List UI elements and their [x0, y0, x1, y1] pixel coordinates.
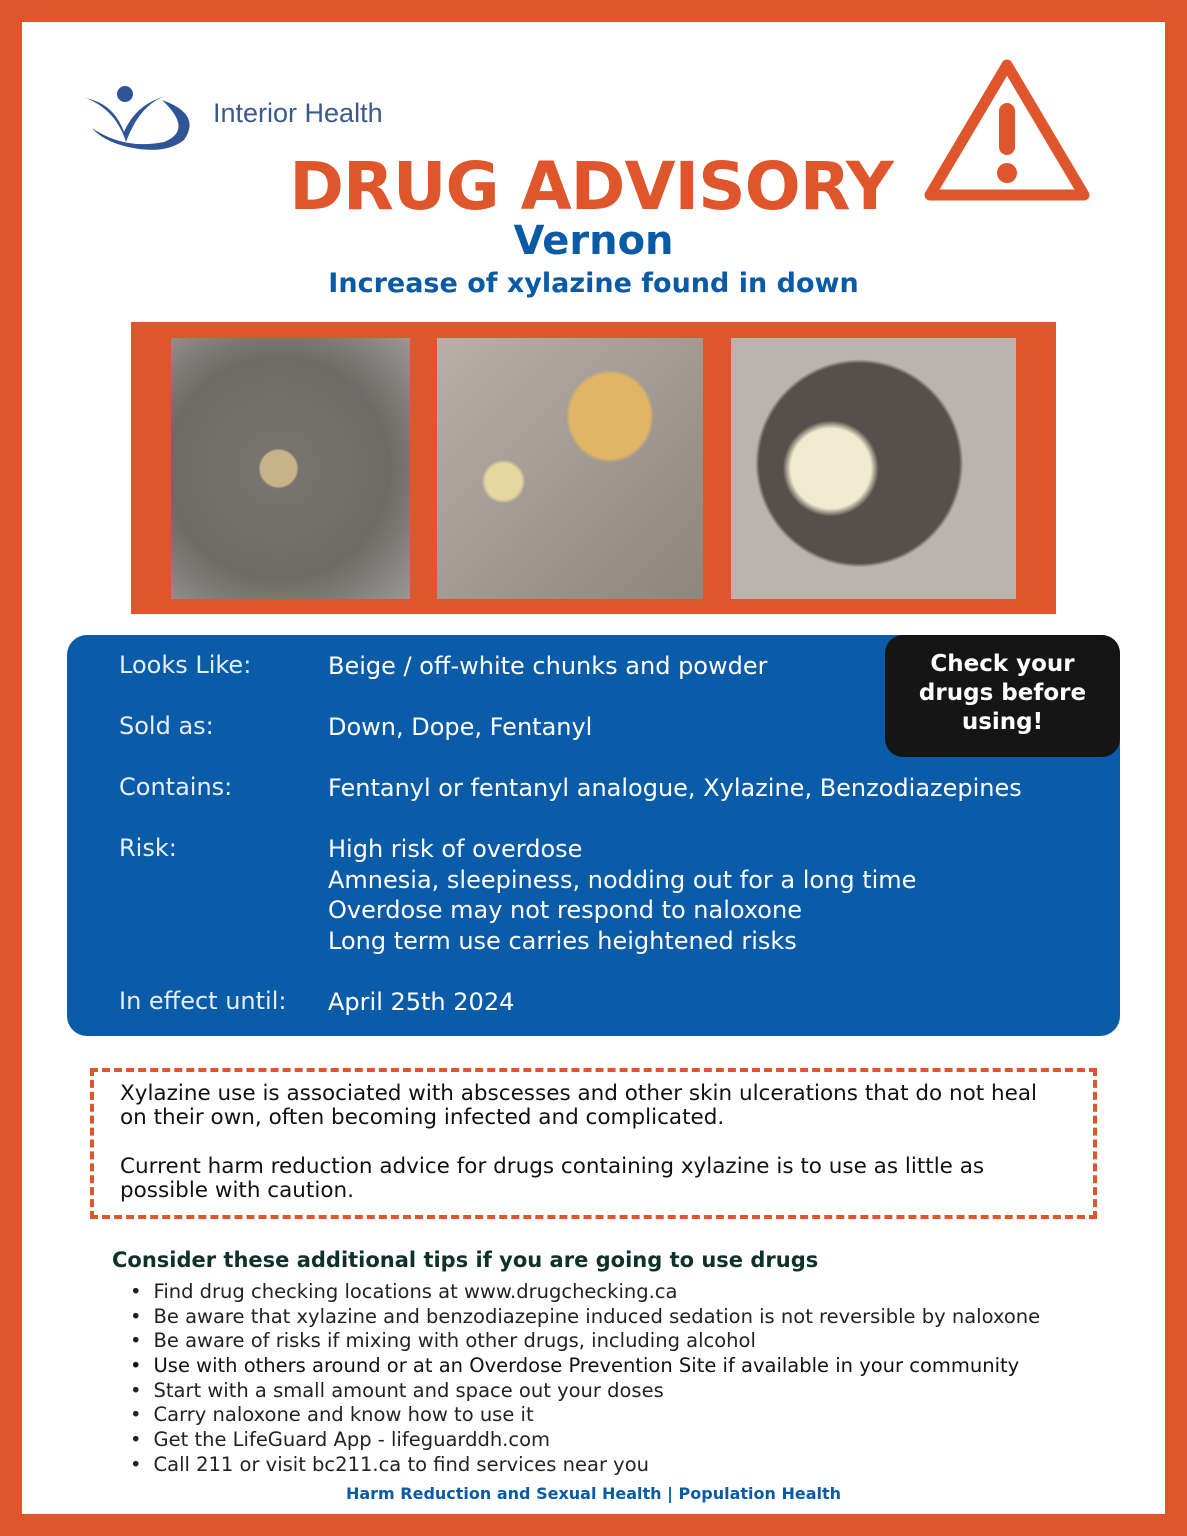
risk-line: Long term use carries heightened risks	[328, 926, 797, 955]
detail-label: Contains:	[119, 773, 233, 801]
tip-item: • Start with a small amount and space out your doses	[130, 1379, 1040, 1404]
detail-value: April 25th 2024	[328, 988, 515, 1016]
tip-item: • Get the LifeGuard App - lifeguarddh.com	[130, 1428, 1040, 1453]
badge-line: using!	[961, 709, 1044, 735]
tips-heading: Consider these additional tips if you are going to use drugs	[112, 1248, 819, 1272]
advisory-title: DRUG ADVISORY	[289, 148, 893, 225]
detail-label: In effect until:	[119, 987, 287, 1015]
detail-label: Sold as:	[119, 712, 214, 740]
detail-value	[328, 834, 916, 956]
check-drugs-badge	[885, 635, 1120, 757]
footer: Harm Reduction and Sexual Health | Population Health	[345, 1484, 842, 1503]
notice-paragraph: Xylazine use is associated with abscesses and other skin ulcerations that do not heal on their own, often becoming infected and complicated.	[120, 1081, 1038, 1130]
tip-item: • Call 211 or visit bc211.ca to find services near you	[130, 1453, 1040, 1478]
location: Vernon	[513, 218, 674, 264]
detail-contains	[119, 773, 1022, 804]
tip-item: • Find drug checking locations at www.drugchecking.ca	[130, 1280, 1040, 1305]
detail-sold-as	[119, 712, 592, 743]
tip-item: • Be aware that xylazine and benzodiazepine induced sedation is not reversible by naloxone	[130, 1305, 1040, 1330]
interior-health-logo	[84, 84, 200, 156]
tip-item: • Be aware of risks if mixing with other drugs, including alcohol	[130, 1329, 1040, 1354]
risk-line: Overdose may not respond to naloxone	[328, 896, 802, 924]
badge-line: drugs before	[918, 680, 1087, 706]
detail-looks-like	[119, 651, 768, 682]
tip-item: • Carry naloxone and know how to use it	[130, 1403, 1040, 1428]
tip-item: • Use with others around or at an Overdose Prevention Site if available in your community	[130, 1354, 1040, 1379]
detail-effect-until	[119, 987, 514, 1018]
detail-risk	[119, 834, 916, 956]
tips-list	[130, 1280, 1040, 1478]
subtitle: Increase of xylazine found in down	[328, 268, 859, 299]
xylazine-notice	[90, 1068, 1097, 1219]
badge-line: Check your	[930, 651, 1075, 677]
detail-value: Fentanyl or fentanyl analogue, Xylazine, Benzodiazepines	[328, 774, 1022, 802]
detail-label: Looks Like:	[119, 651, 252, 679]
sample-photo-1	[171, 338, 410, 599]
detail-value: Beige / off-white chunks and powder	[328, 652, 768, 680]
org-name: Interior Health	[213, 98, 383, 128]
risk-line: High risk of overdose	[328, 835, 583, 863]
detail-label: Risk:	[119, 834, 177, 862]
photo-strip	[131, 322, 1056, 614]
detail-value: Down, Dope, Fentanyl	[328, 713, 593, 741]
sample-photo-3	[731, 338, 1016, 599]
sample-photo-2	[437, 338, 703, 599]
notice-paragraph: Current harm reduction advice for drugs containing xylazine is to use as little as possible with caution.	[120, 1154, 985, 1203]
risk-line: Amnesia, sleepiness, nodding out for a long time	[328, 865, 917, 894]
